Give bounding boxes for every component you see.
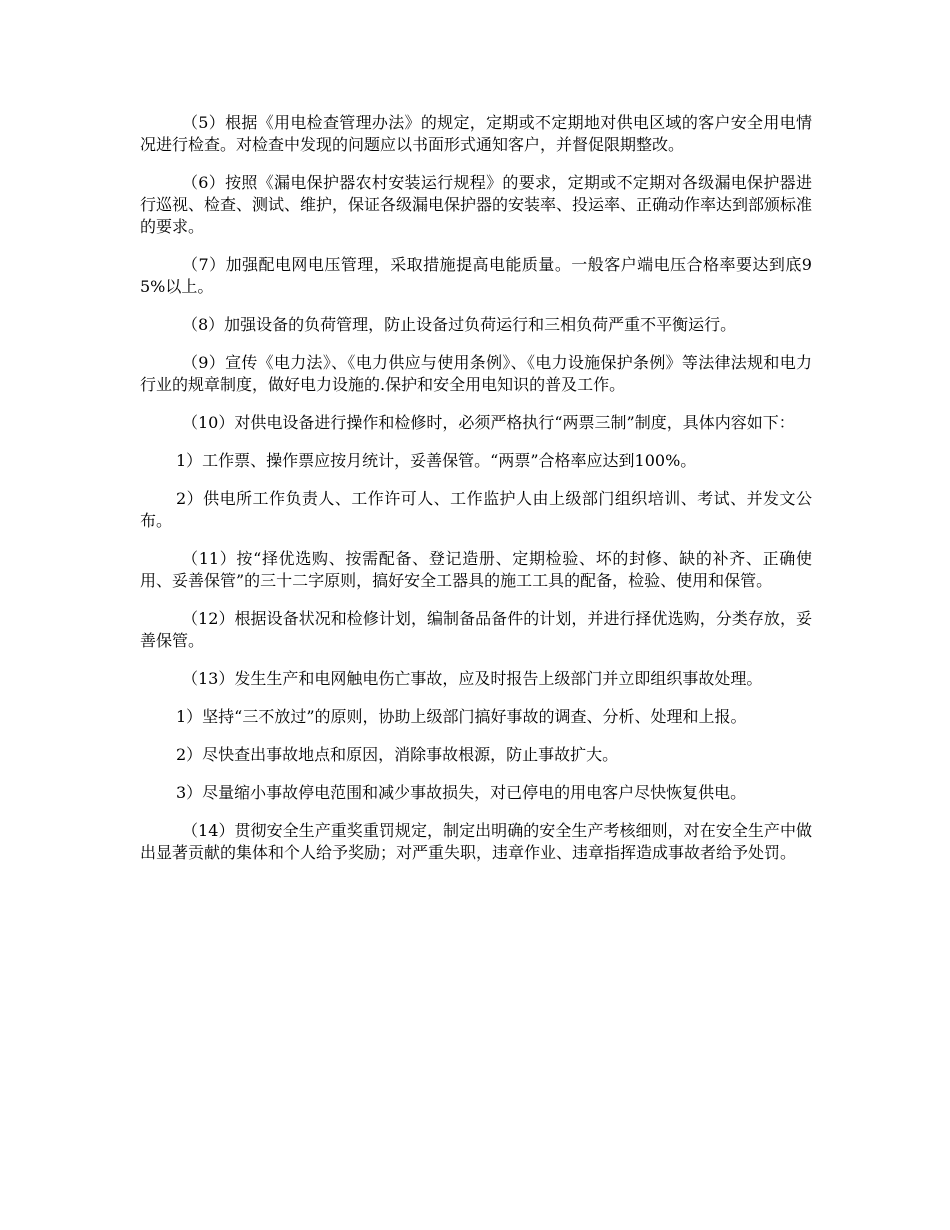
- paragraph-8: （8）加强设备的负荷管理，防止设备过负荷运行和三相负荷严重不平衡运行。: [182, 315, 737, 334]
- paragraph-13-item-2: 2）尽快查出事故地点和原因，消除事故根源，防止事故扩大。: [176, 745, 619, 764]
- paragraph-10-item-2: 2）供电所工作负责人、工作许可人、工作监护人由上级部门组织培训、考试、并发文公布。: [140, 489, 812, 530]
- paragraph-13: （13）发生生产和电网触电伤亡事故，应及时报告上级部门并立即组织事故处理。: [182, 669, 763, 688]
- paragraph-13-item-1: 1）坚持“三不放过”的原则，协助上级部门搞好事故的调查、分析、处理和上报。: [176, 707, 747, 726]
- paragraph-5: （5）根据《用电检查管理办法》的规定，定期或不定期地对供电区域的客户安全用电情况进行检查。对检查中发现的问题应以书面形式通知客户，并督促限期整改。: [140, 113, 812, 154]
- paragraph-12: （12）根据设备状况和检修计划，编制备品备件的计划，并进行择优选购，分类存放，妥善保管。: [140, 609, 812, 650]
- paragraph-7: （7）加强配电网电压管理，采取措施提高电能质量。一般客户端电压合格率要达到底95%以上。: [140, 255, 812, 296]
- paragraph-10: （10）对供电设备进行操作和检修时，必须严格执行“两票三制”制度，具体内容如下：: [182, 413, 795, 432]
- paragraph-10-item-1: 1）工作票、操作票应按月统计，妥善保管。“两票”合格率应达到100%。: [176, 451, 697, 470]
- document-body: [140, 112, 812, 880]
- paragraph-13-item-3: 3）尽量缩小事故停电范围和减少事故损失，对已停电的用电客户尽快恢复供电。: [176, 783, 747, 802]
- paragraph-14: （14）贯彻安全生产重奖重罚规定，制定出明确的安全生产考核细则，对在安全生产中做出显著贡献的集体和个人给予奖励；对严重失职，违章作业、违章指挥造成事故者给予处罚。: [140, 821, 812, 862]
- paragraph-11: （11）按“择优选购、按需配备、登记造册、定期检验、坏的封修、缺的补齐、正确使用、妥善保管”的三十二字原则，搞好安全工器具的施工工具的配备，检验、使用和保管。: [140, 549, 812, 590]
- paragraph-9: （9）宣传《电力法》、《电力供应与使用条例》、《电力设施保护条例》等法律法规和电力行业的规章制度，做好电力设施的.保护和安全用电知识的普及工作。: [140, 353, 812, 394]
- paragraph-6: （6）按照《漏电保护器农村安装运行规程》的要求，定期或不定期对各级漏电保护器进行巡视、检查、测试、维护，保证各级漏电保护器的安装率、投运率、正确动作率达到部颁标准的要求。: [140, 173, 813, 236]
